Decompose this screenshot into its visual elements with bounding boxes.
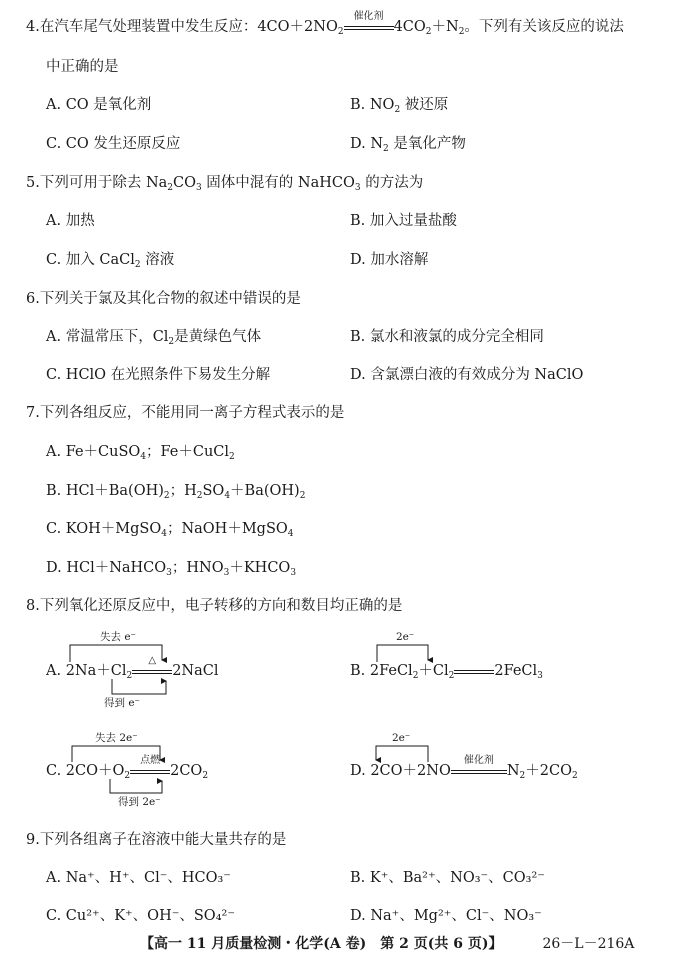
q7-option-a[interactable]: A. Fe＋CuSO$_4$；Fe＋CuCl$_2$ bbox=[46, 444, 235, 463]
q8-a-bottom-label: 得到 e− bbox=[104, 696, 141, 709]
q4-stem: 4.在汽车尾气处理装置中发生反应：$4CO+2NO_2$ 催化剂 $4CO_2+N_2$。下列有关该反应的说法 bbox=[26, 11, 624, 38]
q7-option-d[interactable]: D. HCl＋NaHCO$_3$；$HNO_3+KHCO_3$ bbox=[46, 560, 297, 579]
page-footer bbox=[140, 937, 634, 951]
q7-option-b[interactable]: B. $HCl+Ba(OH)_2$；$H_2SO_4+Ba(OH)_2$ bbox=[46, 483, 306, 502]
q6-option-b[interactable]: B. 氯水和液氯的成分完全相同 bbox=[350, 329, 544, 345]
q8-a-top-label: 失去 e− bbox=[100, 630, 137, 643]
q5-option-b[interactable]: B. 加入过量盐酸 bbox=[350, 213, 457, 229]
q9-option-a[interactable]: A. Na⁺、H⁺、Cl⁻、HCO₃⁻ bbox=[46, 870, 231, 886]
q8-option-a[interactable]: A. $2Na+Cl_2$ △ 2NaCl bbox=[46, 655, 219, 682]
q9-option-d[interactable]: D. Na⁺、Mg²⁺、Cl⁻、NO₃⁻ bbox=[350, 908, 542, 924]
q4-option-d[interactable]: D. $N_2$ 是氧化产物 bbox=[350, 136, 466, 155]
footer-text: 【高一 11 月质量检测・化学(A 卷) 第 2 页(共 6 页)】 bbox=[140, 936, 503, 952]
q6-option-c[interactable]: C. HClO 在光照条件下易发生分解 bbox=[46, 367, 271, 383]
q8-d-top-bracket bbox=[376, 746, 428, 762]
q6-option-d[interactable]: D. 含氯漂白液的有效成分为 NaClO bbox=[350, 367, 584, 383]
q8-d-top-label: 2e− bbox=[392, 731, 411, 744]
reaction-condition-arrow: 催化剂 bbox=[344, 24, 394, 30]
q9-stem: 9.下列各组离子在溶液中能大量共存的是 bbox=[26, 832, 287, 848]
q9-option-b[interactable]: B. K⁺、Ba²⁺、NO₃⁻、CO₃²⁻ bbox=[350, 870, 545, 886]
q7-stem: 7.下列各组反应，不能用同一离子方程式表示的是 bbox=[26, 405, 345, 421]
q6-option-a[interactable]: A. 常温常压下，$Cl_2$是黄绿色气体 bbox=[46, 329, 262, 348]
q9-option-c[interactable]: C. Cu²⁺、K⁺、OH⁻、SO₄²⁻ bbox=[46, 908, 235, 924]
q8-a-top-bracket bbox=[70, 645, 162, 662]
q8-option-d[interactable]: D. 2CO＋2NO 催化剂 $N_2+2CO_2$ bbox=[350, 755, 578, 782]
q8-stem: 8.下列氧化还原反应中，电子转移的方向和数目均正确的是 bbox=[26, 598, 403, 614]
q5-stem: 5.下列可用于除去 $Na_2CO_3$ 固体中混有的 NaHCO$_3$ 的方法为 bbox=[26, 175, 424, 194]
q8-b-top-label: 2e− bbox=[396, 630, 415, 643]
q6-stem: 6.下列关于氯及其化合物的叙述中错误的是 bbox=[26, 291, 301, 307]
q8-c-top-bracket bbox=[72, 746, 160, 762]
q8-c-bottom-bracket bbox=[110, 779, 162, 793]
q4-stem-line2: 中正确的是 bbox=[46, 59, 119, 75]
q8-option-c[interactable]: C. $2CO+O_2$ 点燃 $2CO_2$ bbox=[46, 755, 209, 782]
q8-c-bottom-label: 得到 2e− bbox=[118, 795, 161, 808]
q4-option-b[interactable]: B. $NO_2$ 被还原 bbox=[350, 97, 449, 116]
q5-option-a[interactable]: A. 加热 bbox=[46, 213, 95, 229]
q8-option-b[interactable]: B. $2FeCl_2+Cl_2$ 2FeCl$_3$ bbox=[350, 663, 543, 682]
footer-code: 26－L－216A bbox=[542, 936, 635, 952]
q7-option-c[interactable]: C. KOH＋MgSO$_4$；NaOH＋MgSO$_4$ bbox=[46, 521, 294, 540]
q8-c-top-label: 失去 2e− bbox=[95, 731, 138, 744]
q5-option-c[interactable]: C. 加入 CaCl$_2$ 溶液 bbox=[46, 252, 175, 271]
q5-option-d[interactable]: D. 加水溶解 bbox=[350, 252, 429, 268]
q4-option-c[interactable]: C. CO 发生还原反应 bbox=[46, 136, 181, 152]
q8-b-top-bracket bbox=[377, 645, 428, 662]
q8-a-bottom-bracket bbox=[112, 679, 166, 694]
q4-option-a[interactable]: A. CO 是氧化剂 bbox=[46, 97, 152, 113]
